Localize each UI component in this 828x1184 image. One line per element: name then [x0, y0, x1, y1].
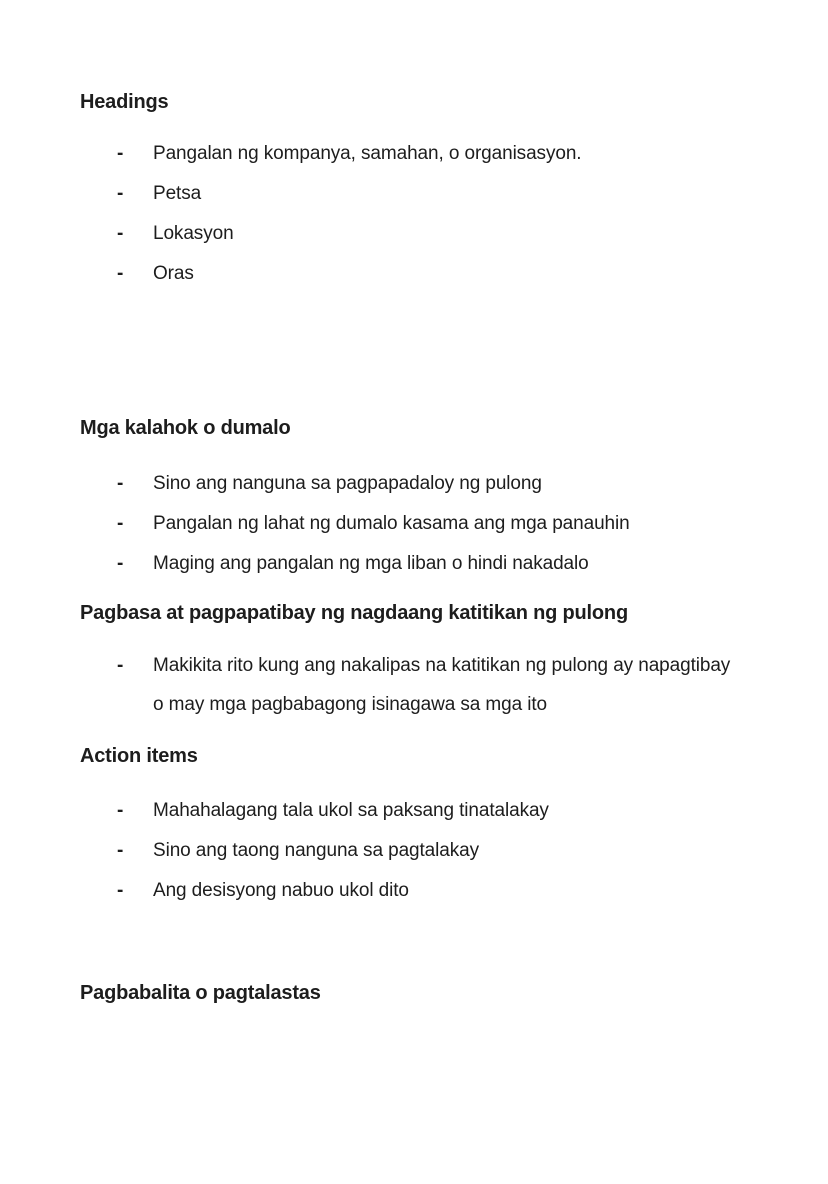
list-item-text: Pangalan ng kompanya, samahan, o organisasyon.: [153, 143, 582, 164]
list-item: [117, 262, 194, 285]
bullet-dash: -: [117, 553, 124, 574]
list-item-text: Sino ang taong nanguna sa pagtalakay: [153, 840, 480, 861]
list-item-text: Petsa: [153, 183, 202, 204]
list-item-text: Pangalan ng lahat ng dumalo kasama ang mga panauhin: [153, 513, 630, 534]
list-item: [117, 222, 234, 245]
list-item: [117, 512, 630, 535]
bullet-dash: -: [117, 800, 124, 821]
bullet-dash: -: [117, 143, 124, 164]
section-heading-headings: Headings: [80, 91, 169, 113]
bullet-dash: -: [117, 880, 124, 901]
list-item-text: Sino ang nanguna sa pagpapadaloy ng pulong: [153, 473, 542, 494]
list-item: [117, 879, 409, 902]
list-item: [117, 552, 589, 575]
bullet-dash: -: [117, 513, 124, 534]
section-heading-pagbasa: Pagbasa at pagpapatibay ng nagdaang katitikan ng pulong: [80, 602, 628, 624]
bullet-dash: -: [117, 655, 124, 676]
bullet-dash: -: [117, 840, 124, 861]
list-item-text: Ang desisyong nabuo ukol dito: [153, 880, 409, 901]
list-item: [117, 182, 201, 205]
list-item-text: Mahahalagang tala ukol sa paksang tinatalakay: [153, 800, 549, 821]
section-heading-action-items: Action items: [80, 745, 198, 767]
list-item: [117, 654, 730, 677]
list-item: [117, 839, 479, 862]
list-item-continuation: o may mga pagbabagong isinagawa sa mga ito: [153, 694, 548, 715]
bullet-dash: -: [117, 223, 124, 244]
bullet-dash: -: [117, 473, 124, 494]
list-item-text: Makikita rito kung ang nakalipas na katitikan ng pulong ay napagtibay: [153, 655, 731, 676]
list-item-text: Maging ang pangalan ng mga liban o hindi nakadalo: [153, 553, 589, 574]
list-item: [117, 799, 549, 822]
section-heading-mga-kalahok: Mga kalahok o dumalo: [80, 417, 291, 439]
list-item-text: Oras: [153, 263, 194, 284]
bullet-dash: -: [117, 183, 124, 204]
section-heading-pagbabalita: Pagbabalita o pagtalastas: [80, 982, 321, 1004]
bullet-dash: -: [117, 263, 124, 284]
list-item-text: Lokasyon: [153, 223, 234, 244]
list-item: [117, 472, 542, 495]
list-item: [117, 142, 581, 165]
